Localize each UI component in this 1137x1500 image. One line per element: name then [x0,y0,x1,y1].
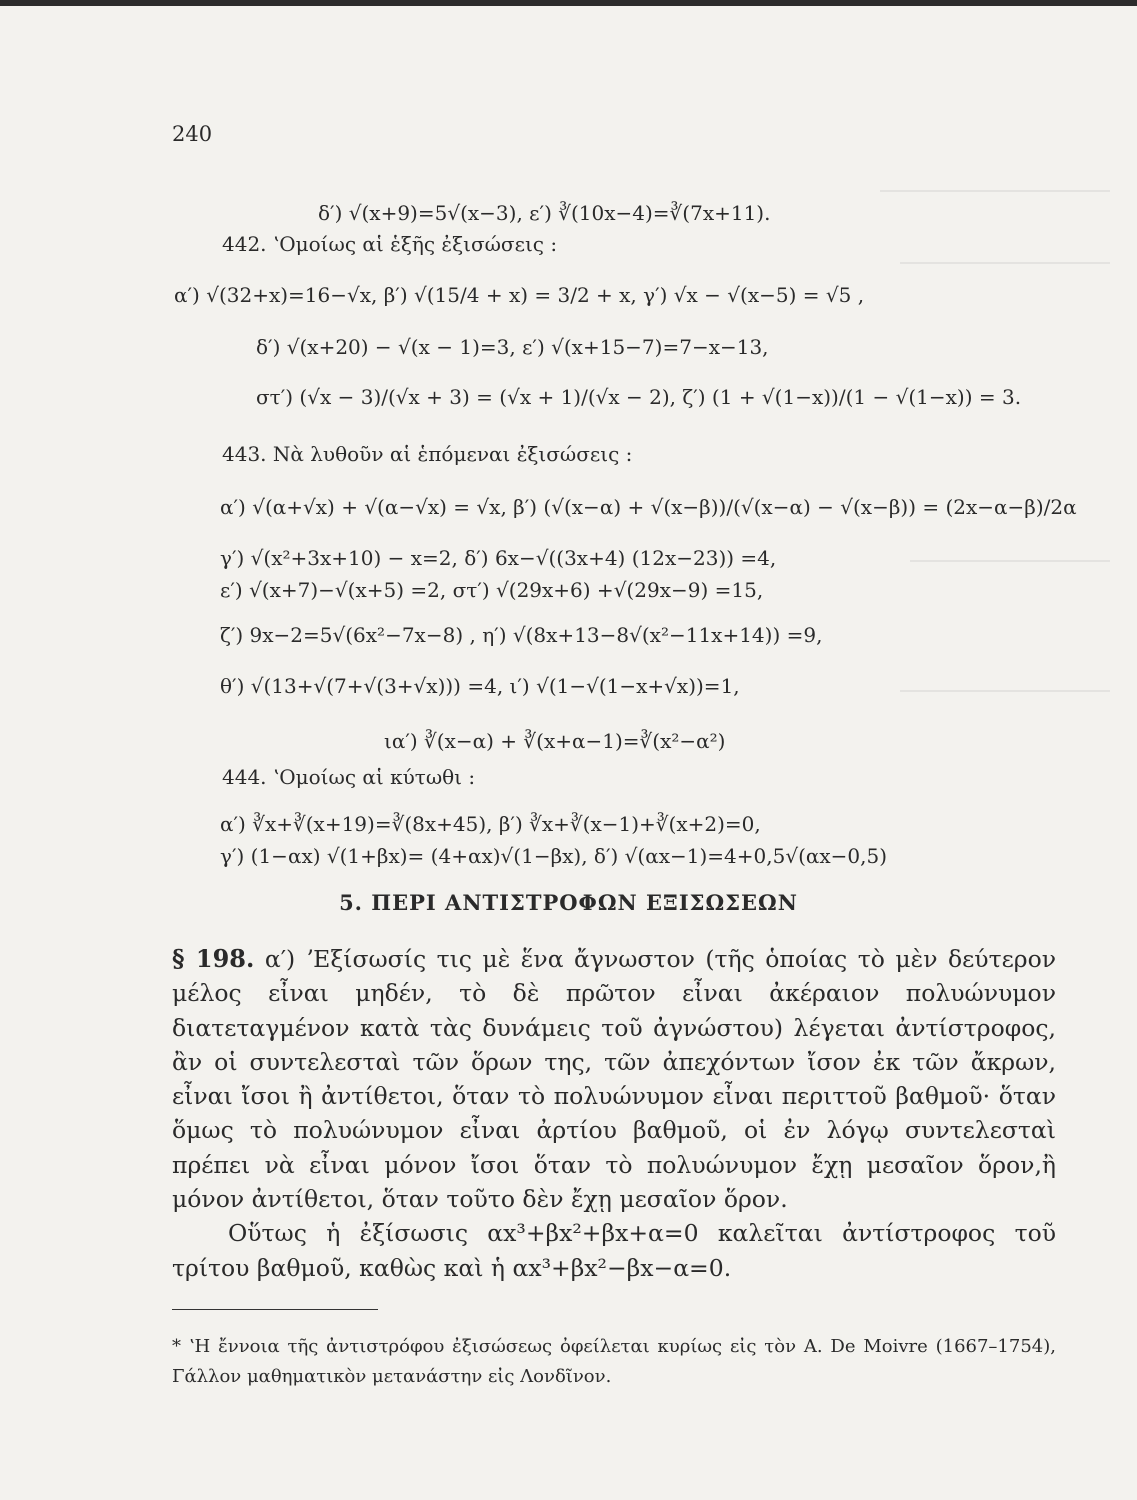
section-symbol: § 198. [172,944,255,973]
section-title: 5. ΠΕΡΙ ΑΝΤΙΣΤΡΟΦΩΝ ΕΞΙΣΩΣΕΩΝ [339,890,798,915]
section-paragraph [172,942,1056,1285]
exercise-443-line-2: γ′) √(x²+3x+10) − x=2, δ′) 6x−√((3x+4) (12x−23)) =4, [220,546,777,570]
paragraph-text: α′) ʼΕξίσωσίς τις μὲ ἕνα ἄγνωστον (τῆς ὁποίας τὸ μὲν δεύτερον μέλος εἶναι μηδέν, τὸ δὲ πρῶτον εἶναι ἀκέραιον πολυώνυμον διατεταγμένον κατὰ τὰς δυνάμεις τοῦ ἀγνώστου) λέγεται ἀντίστροφος, ἂν οἱ συντελεσταὶ τῶν ὅρων της, τῶν ἀπεχόντων ἴσον ἐκ τῶν ἄκρων, εἶναι ἴσοι ἢ ἀντίθετοι, ὅταν τὸ πολυώνυμον εἶναι περιττοῦ βαθμοῦ· ὅταν ὅμως τὸ πολυώνυμον εἶναι ἀρτίου βαθμοῦ, οἱ ἐν λόγῳ συντελεσταὶ πρέπει νὰ εἶναι μόνον ἴσοι ὅταν τὸ πολυώνυμον ἔχῃ μεσαῖον ὅρον,ἢ μόνον ἀντίθετοι, ὅταν τοῦτο δὲν ἔχῃ μεσαῖον ὅρον. [172,945,1057,1214]
exercise-442-heading: 442. ʽΟμοίως αἱ ἑξῆς ἐξισώσεις : [222,232,558,256]
footnote [172,1332,1056,1392]
page-number: 240 [172,122,213,146]
bleed-through-mark [910,560,1110,562]
exercise-444-line-1: α′) ∛x+∛(x+19)=∛(8x+45), β′) ∛x+∛(x−1)+∛(x+2)=0, [220,812,761,836]
footnote-divider [172,1309,378,1310]
exercise-443-line-5: θ′) √(13+√(7+√(3+√x))) =4, ι′) √(1−√(1−x+√x))=1, [220,674,740,698]
paragraph-text-2: Οὕτως ἡ ἐξίσωσις αx³+βx²+βx+α=0 καλεῖται ἀντίστροφος τοῦ τρίτου βαθμοῦ, καθὼς καὶ ἡ αx³+βx²−βx−α=0. [172,1219,1056,1282]
exercise-442-line-3: στ′) (√x − 3)/(√x + 3) = (√x + 1)/(√x − 2), ζ′) (1 + √(1−x))/(1 − √(1−x)) = 3. [256,385,1022,409]
exercise-443-heading: 443. Νὰ λυθοῦν αἱ ἑπόμεναι ἐξισώσεις : [222,442,633,466]
footnote-text: * ʽΗ ἔννοια τῆς ἀντιστρόφου ἐξισώσεως ὀφείλεται κυρίως εἰς τὸν A. De Moivre (1667–1754), Γάλλον μαθηματικὸν μετανάστην εἰς Λονδῖνον. [172,1336,1056,1387]
exercise-444-heading: 444. ʽΟμοίως αἱ κύτωθι : [222,765,476,789]
exercise-442-line-2: δ′) √(x+20) − √(x − 1)=3, ε′) √(x+15−7)=7−x−13, [256,335,769,359]
exercise-441-line: δ′) √(x+9)=5√(x−3), ε′) ∛(10x−4)=∛(7x+11). [318,201,771,225]
bleed-through-mark [900,690,1110,692]
exercise-443-line-4: ζ′) 9x−2=5√(6x²−7x−8) , η′) √(8x+13−8√(x²−11x+14)) =9, [220,623,823,647]
exercise-443-line-6: ια′) ∛(x−α) + ∛(x+α−1)=∛(x²−α²) [384,729,726,753]
exercise-442-line-1: α′) √(32+x)=16−√x, β′) √(15/4 + x) = 3/2 + x, γ′) √x − √(x−5) = √5 , [174,283,865,307]
bleed-through-mark [880,190,1110,192]
exercise-444-line-2: γ′) (1−αx) √(1+βx)= (4+αx)√(1−βx), δ′) √(αx−1)=4+0,5√(αx−0,5) [220,844,888,868]
exercise-443-line-3: ε′) √(x+7)−√(x+5) =2, στ′) √(29x+6) +√(29x−9) =15, [220,578,764,602]
bleed-through-mark [900,262,1110,264]
scan-top-edge [0,0,1137,6]
exercise-443-line-1: α′) √(α+√x) + √(α−√x) = √x, β′) (√(x−α) + √(x−β))/(√(x−α) − √(x−β)) = (2x−α−β)/2α [220,495,1077,519]
